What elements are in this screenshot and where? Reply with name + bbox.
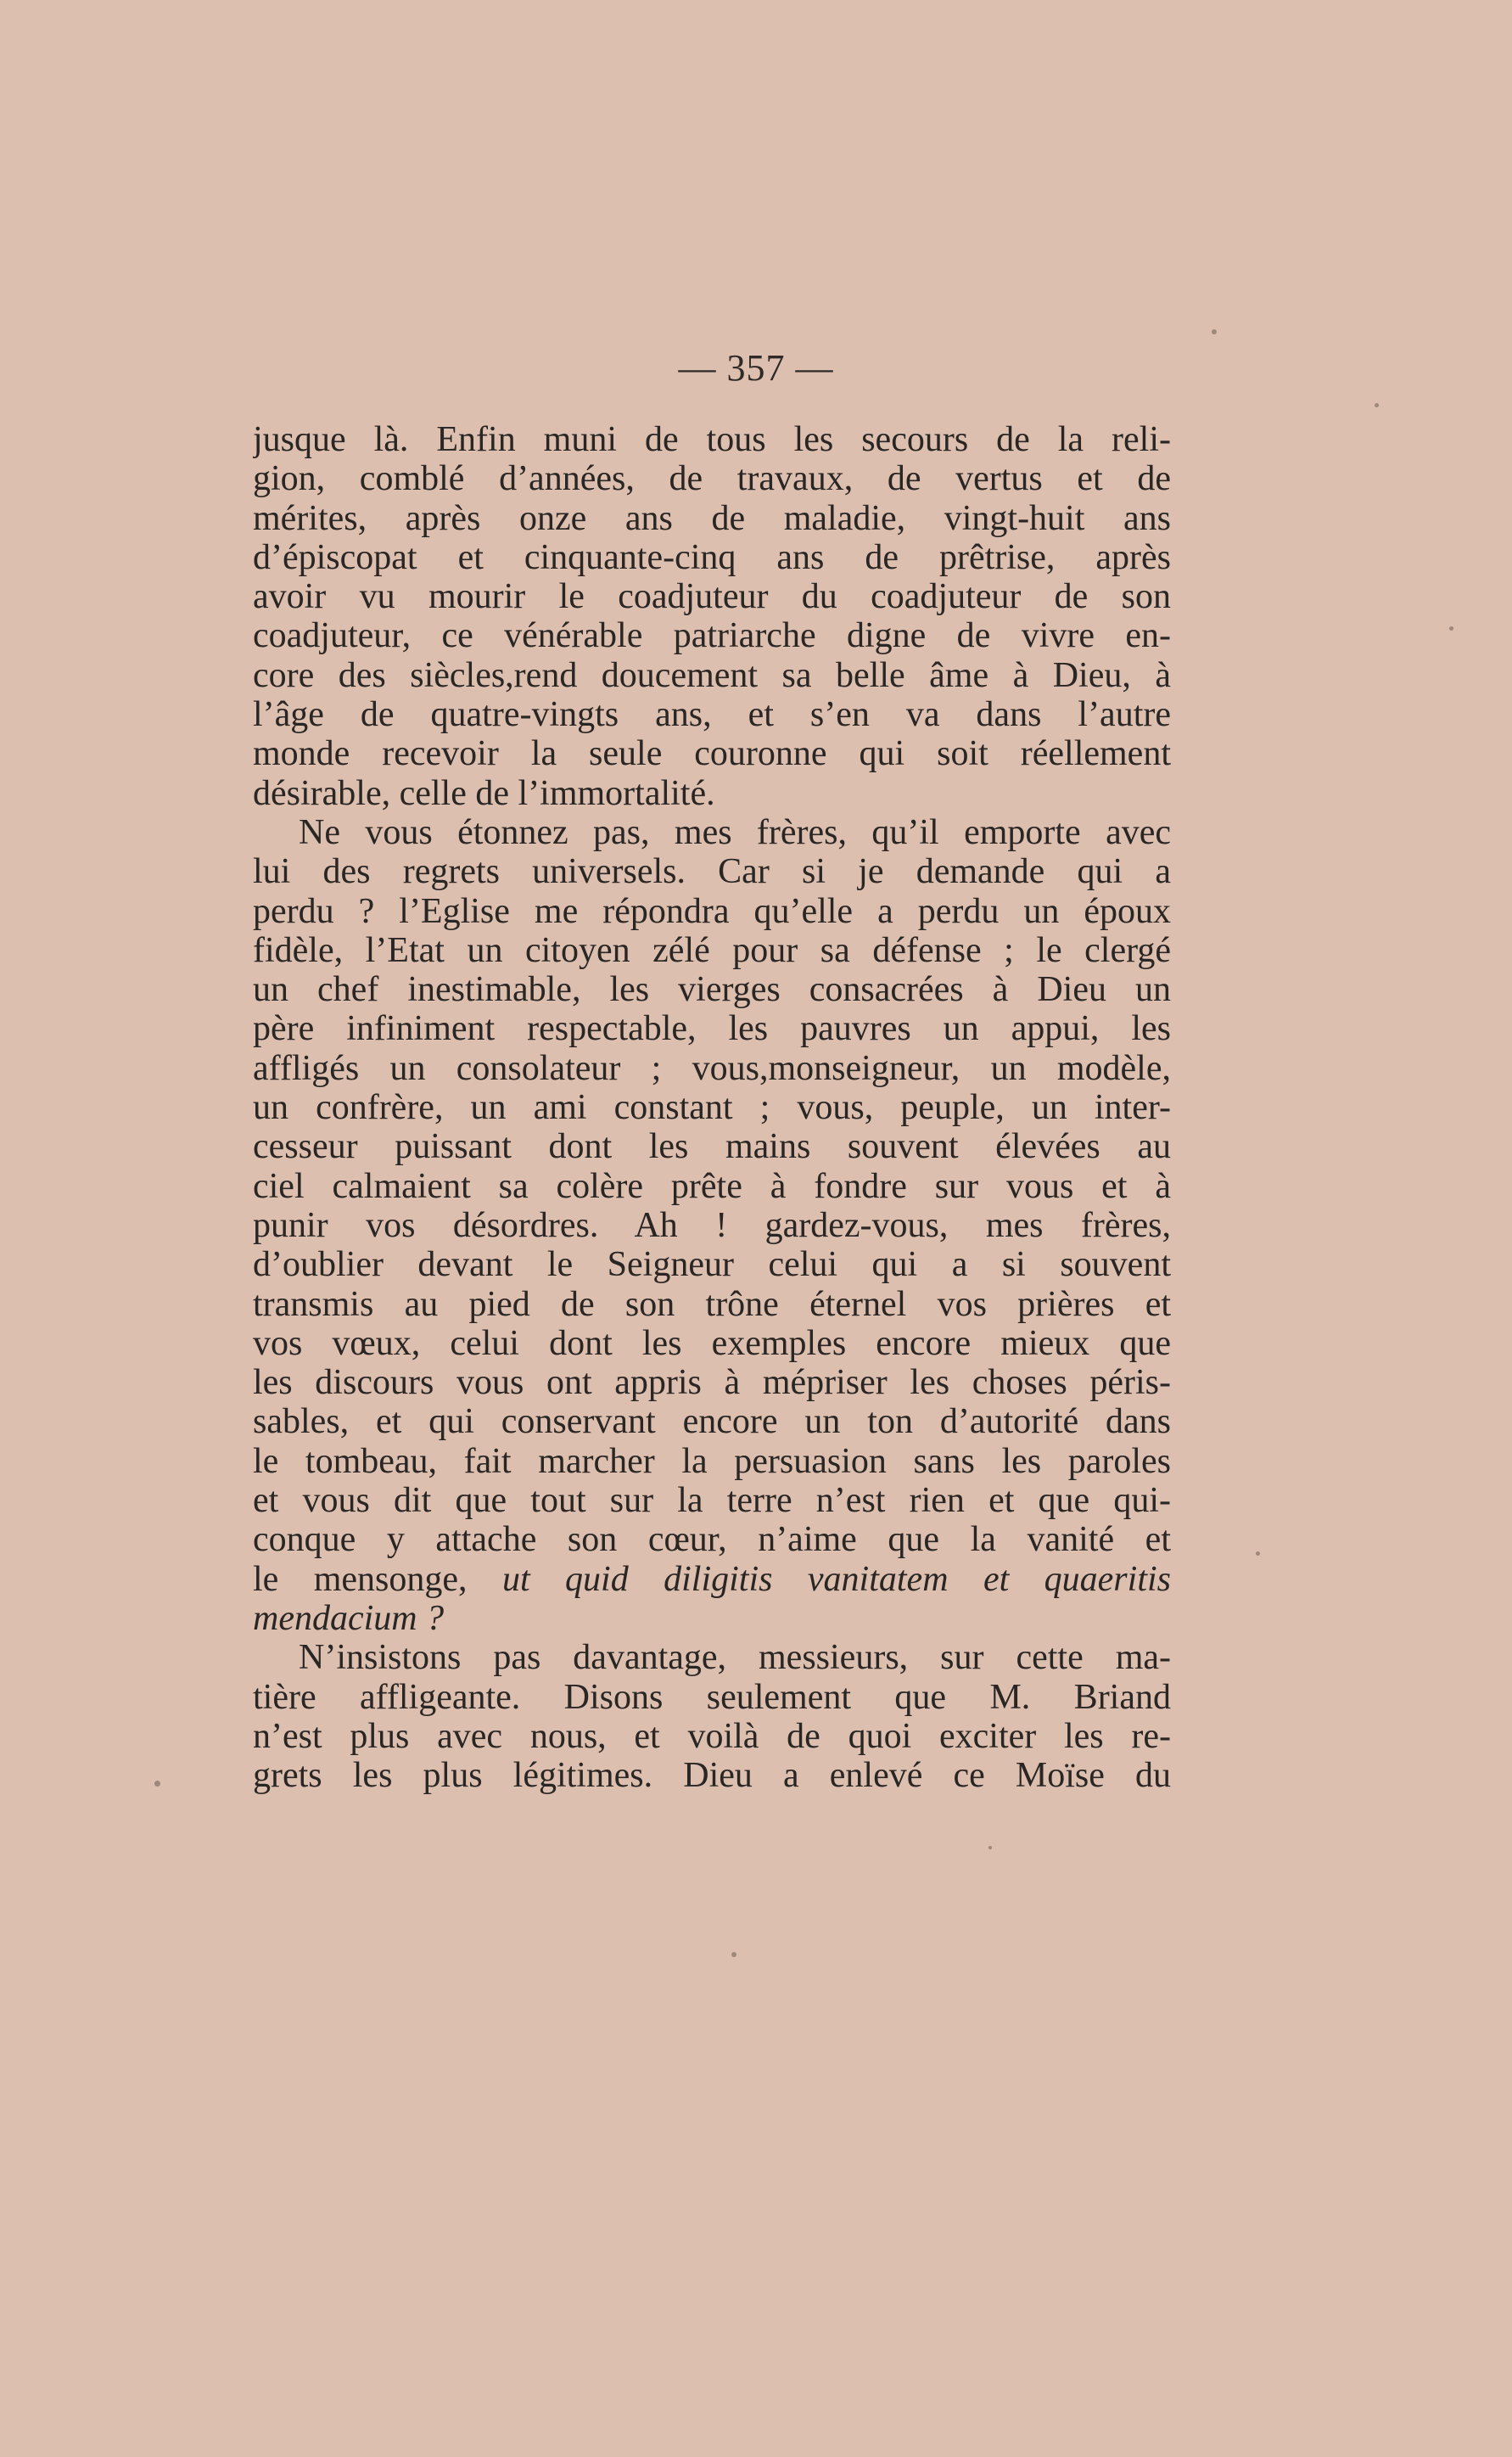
text-line: désirable, celle de l’immortalité.: [253, 773, 715, 813]
body-text: [253, 420, 1171, 1795]
text-line: N’insistons pas davantage, messieurs, sur cette ma-: [299, 1638, 1171, 1678]
text-line: transmis au pied de son trône éternel vos prières et: [253, 1284, 1171, 1324]
text-line: et vous dit que tout sur la terre n’est rien et que qui-: [253, 1481, 1171, 1521]
text-line: n’est plus avec nous, et voilà de quoi exciter les re-: [253, 1716, 1171, 1756]
text-line: tière affligeante. Disons seulement que M. Briand: [253, 1677, 1171, 1717]
text-line: le tombeau, fait marcher la persuasion sans les paroles: [253, 1441, 1171, 1481]
paper-speck: [988, 1846, 992, 1849]
page-number: — 357 —: [678, 347, 834, 389]
latin-quotation-end: mendacium ?: [253, 1598, 445, 1638]
paper-speck: [1449, 626, 1453, 631]
text-line: un chef inestimable, les vierges consacrées à Dieu un: [253, 970, 1171, 1010]
text-line: d’épiscopat et cinquante-cinq ans de prêtrise, après: [253, 537, 1171, 577]
text-line: l’âge de quatre-vingts ans, et s’en va dans l’autre: [253, 695, 1171, 735]
text-line: père infiniment respectable, les pauvres un appui, les: [253, 1009, 1171, 1049]
text-line: affligés un consolateur ; vous,monseigneur, un modèle,: [253, 1048, 1171, 1088]
text-line: jusque là. Enfin muni de tous les secours de la reli-: [253, 420, 1171, 459]
text-line: monde recevoir la seule couronne qui soit réellement: [253, 734, 1171, 774]
text-line: lui des regrets universels. Car si je demande qui a: [253, 852, 1171, 892]
latin-quotation: ut quid diligitis vanitatem et quaeritis: [501, 1559, 1171, 1599]
text-line: perdu ? l’Eglise me répondra qu’elle a perdu un époux: [253, 891, 1171, 931]
text-fragment: le mensonge,: [253, 1559, 468, 1599]
text-line: Ne vous étonnez pas, mes frères, qu’il emporte avec: [299, 812, 1171, 852]
text-line: d’oublier devant le Seigneur celui qui a si souvent: [253, 1245, 1171, 1285]
text-line: cesseur puissant dont les mains souvent élevées au: [253, 1127, 1171, 1167]
text-line: [253, 1599, 1171, 1638]
text-line: les discours vous ont appris à mépriser les choses péris-: [253, 1363, 1171, 1403]
paper-speck: [1256, 1551, 1260, 1556]
text-line: mérites, après onze ans de maladie, vingt-huit ans: [253, 498, 1171, 538]
text-line: punir vos désordres. Ah ! gardez-vous, mes frères,: [253, 1205, 1171, 1245]
text-line: core des siècles,rend doucement sa belle âme à Dieu, à: [253, 655, 1171, 695]
text-line: un confrère, un ami constant ; vous, peuple, un inter-: [253, 1088, 1171, 1128]
paper-speck: [1375, 403, 1379, 407]
text-line: vos vœux, celui dont les exemples encore mieux que: [253, 1323, 1171, 1363]
text-line: conque y attache son cœur, n’aime que la vanité et: [253, 1520, 1171, 1560]
paper-speck: [154, 1781, 160, 1787]
text-line: sables, et qui conservant encore un ton d’autorité dans: [253, 1402, 1171, 1442]
text-line: gion, comblé d’années, de travaux, de vertus et de: [253, 459, 1171, 499]
text-line: avoir vu mourir le coadjuteur du coadjuteur de son: [253, 577, 1171, 617]
text-line: coadjuteur, ce vénérable patriarche digne de vivre en-: [253, 616, 1171, 656]
paper-speck: [731, 1952, 736, 1957]
text-line: grets les plus légitimes. Dieu a enlevé ce Moïse du: [253, 1756, 1171, 1796]
text-line: ciel calmaient sa colère prête à fondre sur vous et à: [253, 1166, 1171, 1206]
paper-speck: [1212, 329, 1217, 334]
text-line: fidèle, l’Etat un citoyen zélé pour sa défense ; le clergé: [253, 930, 1171, 970]
text-line-with-latin: [253, 1560, 1171, 1599]
